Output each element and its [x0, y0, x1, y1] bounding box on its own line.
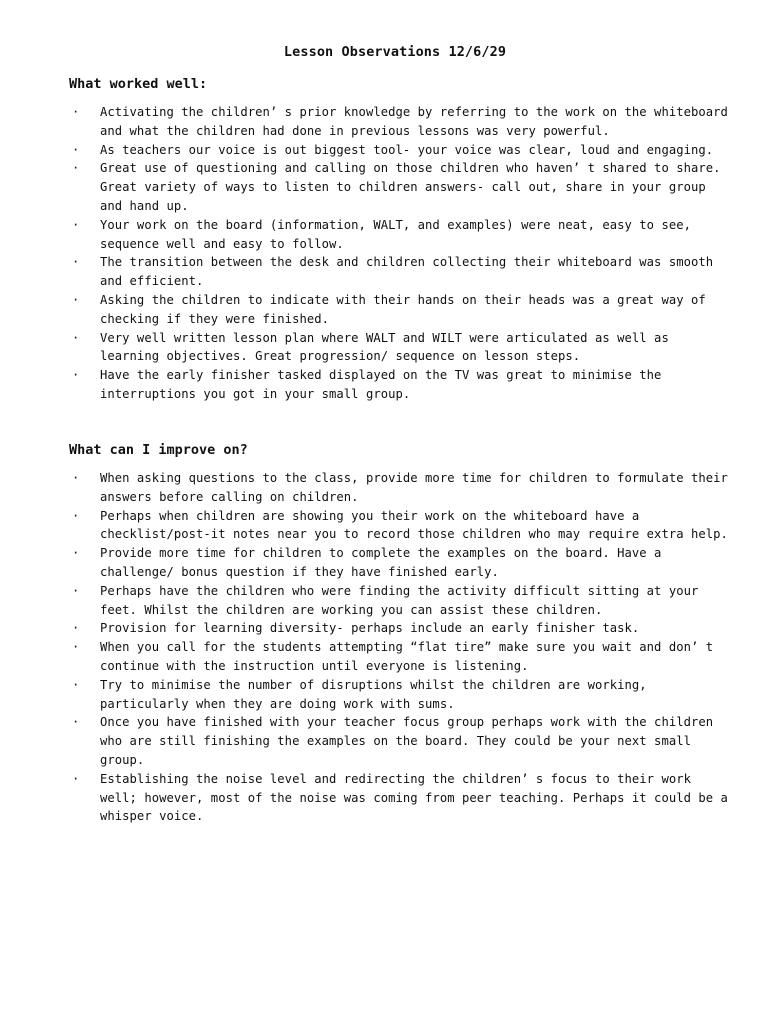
bullet-marker: ·	[72, 640, 80, 655]
list-item-text: Your work on the board (information, WALT, and examples) were neat, easy to see, sequence well and easy to follow.	[100, 217, 691, 251]
list-item-text: Asking the children to indicate with their hands on their heads was a great way of checking if they were finished.	[100, 292, 706, 326]
bullet-marker: ·	[72, 471, 80, 485]
list-item-text: Activating the children’ s prior knowledge by referring to the work on the whiteboard and what the children had done in previous lessons was very powerful.	[100, 105, 728, 138]
list-item-text: Once you have finished with your teacher focus group perhaps work with the children who are still finishing the examples on the board. They could be your next small group.	[100, 715, 714, 767]
list-item-text: Great use of questioning and calling on those children who haven’ t shared to share. Great variety of ways to listen to children answers- call out, share in your group and hand up.	[100, 161, 721, 213]
list-item	[72, 291, 732, 329]
list-item	[72, 216, 732, 254]
bullet-marker: ·	[72, 508, 80, 523]
list-item-text: As teachers our voice is out biggest tool- your voice was clear, loud and engaging.	[100, 142, 714, 157]
list-item	[72, 141, 732, 160]
document-title: Lesson Observations 12/6/29	[283, 44, 507, 60]
list-item-text: When asking questions to the class, provide more time for children to formulate their answers before calling on children.	[100, 471, 728, 504]
bullet-marker: ·	[72, 330, 80, 345]
bullet-marker: ·	[72, 677, 80, 692]
list-item-text: Establishing the noise level and redirecting the children’ s focus to their work well; however, most of the noise was coming from peer teaching. Perhaps it could be a whisper voice.	[100, 771, 728, 824]
bullet-marker: ·	[72, 292, 80, 307]
list-item-text: Provide more time for children to complete the examples on the board. Have a challenge/ bonus question if they have finished early.	[100, 546, 662, 579]
list-item	[72, 582, 732, 620]
list-item	[72, 770, 732, 826]
list-item-text: Try to minimise the number of disruptions whilst the children are working, particularly when they are doing work with sums.	[100, 677, 647, 711]
bullet-marker: ·	[72, 217, 80, 232]
what-worked-well-list	[72, 103, 732, 404]
bullet-marker: ·	[72, 368, 80, 383]
improvement-list	[72, 469, 732, 826]
list-item-text: Very well written lesson plan where WALT and WILT were articulated as well as learning objectives. Great progression/ sequence on lesson steps.	[100, 330, 669, 364]
list-item	[72, 544, 732, 582]
list-item-text: Perhaps when children are showing you their work on the whiteboard have a checklist/post-it notes near you to record those children who may require extra help.	[100, 508, 728, 542]
list-item	[72, 159, 732, 215]
list-item	[72, 103, 732, 141]
bullet-marker: ·	[72, 255, 80, 270]
list-item	[72, 469, 732, 507]
list-item	[72, 507, 732, 545]
list-item-text: The transition between the desk and children collecting their whiteboard was smooth and efficient.	[100, 255, 714, 289]
list-item-text: Have the early finisher tasked displayed on the TV was great to minimise the interruptions you got in your small group.	[100, 368, 662, 401]
list-item-text: When you call for the students attempting “flat tire” make sure you wait and don’ t continue with the instruction until everyone is listening.	[100, 640, 714, 673]
list-item	[72, 619, 732, 638]
section-heading-what-worked-well: What worked well:	[69, 76, 208, 92]
bullet-marker: ·	[72, 583, 80, 598]
list-item	[72, 638, 732, 676]
list-item	[72, 366, 732, 404]
bullet-marker: ·	[72, 546, 80, 561]
bullet-marker: ·	[72, 771, 80, 786]
bullet-marker: ·	[72, 161, 80, 176]
bullet-marker: ·	[72, 715, 80, 730]
bullet-marker: ·	[72, 105, 80, 119]
list-item-text: Perhaps have the children who were finding the activity difficult sitting at your feet. Whilst the children are working you can assist these children.	[100, 583, 699, 617]
section-heading-what-can-i-improve-on: What can I improve on?	[69, 442, 248, 458]
list-item	[72, 253, 732, 291]
list-item	[72, 329, 732, 367]
list-item	[72, 676, 732, 714]
bullet-marker: ·	[72, 142, 80, 157]
list-item	[72, 713, 732, 769]
list-item-text: Provision for learning diversity- perhaps include an early finisher task.	[100, 621, 640, 636]
bullet-marker: ·	[72, 621, 80, 636]
